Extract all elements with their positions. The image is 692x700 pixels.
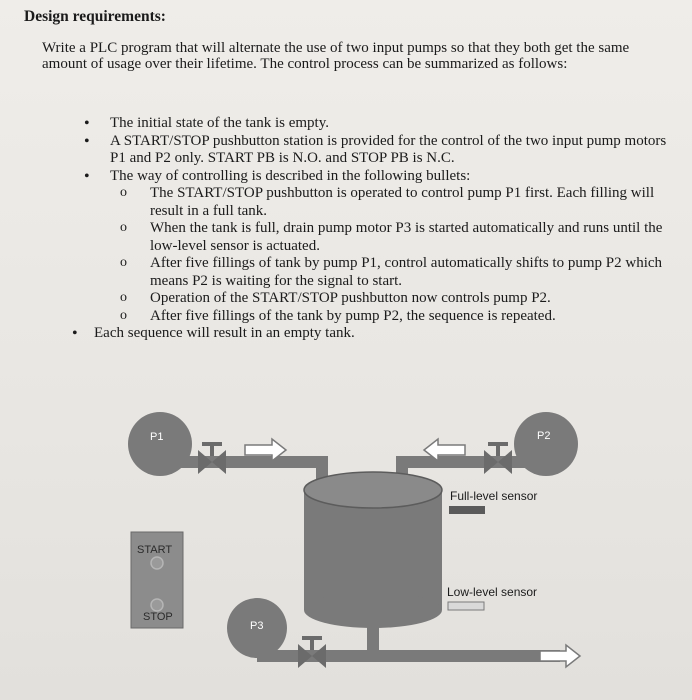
tank-diagram <box>0 400 692 700</box>
requirements-list <box>84 115 674 343</box>
tank <box>304 472 442 628</box>
pump-p2-label: P2 <box>537 430 551 442</box>
section-heading: Design requirements: <box>24 8 166 25</box>
start-label: START <box>137 544 173 556</box>
pump-p3-label: P3 <box>250 620 264 632</box>
low-sensor-label: Low-level sensor <box>447 585 538 599</box>
list-item: • The initial state of the tank is empty. <box>84 115 674 133</box>
sub-list <box>120 185 674 325</box>
pump-p1-outlet <box>160 456 190 468</box>
pump-p3-outlet <box>257 650 287 662</box>
low-level-sensor <box>448 602 484 610</box>
sub-list-item: o After five fillings of the tank by pump P2, the sequence is repeated. <box>120 308 674 326</box>
full-sensor-label: Full-level sensor <box>450 489 538 503</box>
full-level-sensor <box>449 506 485 514</box>
list-item: • Each sequence will result in an empty tank. <box>72 325 674 343</box>
stop-button <box>151 599 163 611</box>
list-item <box>84 168 674 326</box>
inlet-pipe-p1 <box>175 462 322 485</box>
sub-list-item: o When the tank is full, drain pump motor P3 is started automatically and runs until the low-level sensor is actuated. <box>120 220 674 255</box>
drain-arrow-icon <box>540 645 580 667</box>
start-stop-panel <box>131 532 183 628</box>
start-button <box>151 557 163 569</box>
pump-p2-outlet <box>520 456 550 468</box>
sub-list-item: o The START/STOP pushbutton is operated to control pump P1 first. Each filling will result in a full tank. <box>120 185 674 220</box>
pump-p1-label: P1 <box>150 431 164 443</box>
sub-list-item: o Operation of the START/STOP pushbutton now controls pump P2. <box>120 290 674 308</box>
list-item: • A START/STOP pushbutton station is provided for the control of the two input pump motors P1 and P2 only. START PB is N.O. and STOP PB is N.C. <box>84 133 674 168</box>
stop-label: STOP <box>143 611 173 623</box>
sub-list-item: o After five fillings of tank by pump P1, control automatically shifts to pump P2 which means P2 is waiting for the signal to start. <box>120 255 674 290</box>
intro-paragraph: Write a PLC program that will alternate the use of two input pumps so that they both get the same amount of usage over their lifetime. The control process can be summarized as follows: <box>42 40 630 72</box>
list-item-text: The way of controlling is described in the following bullets: <box>110 167 471 184</box>
